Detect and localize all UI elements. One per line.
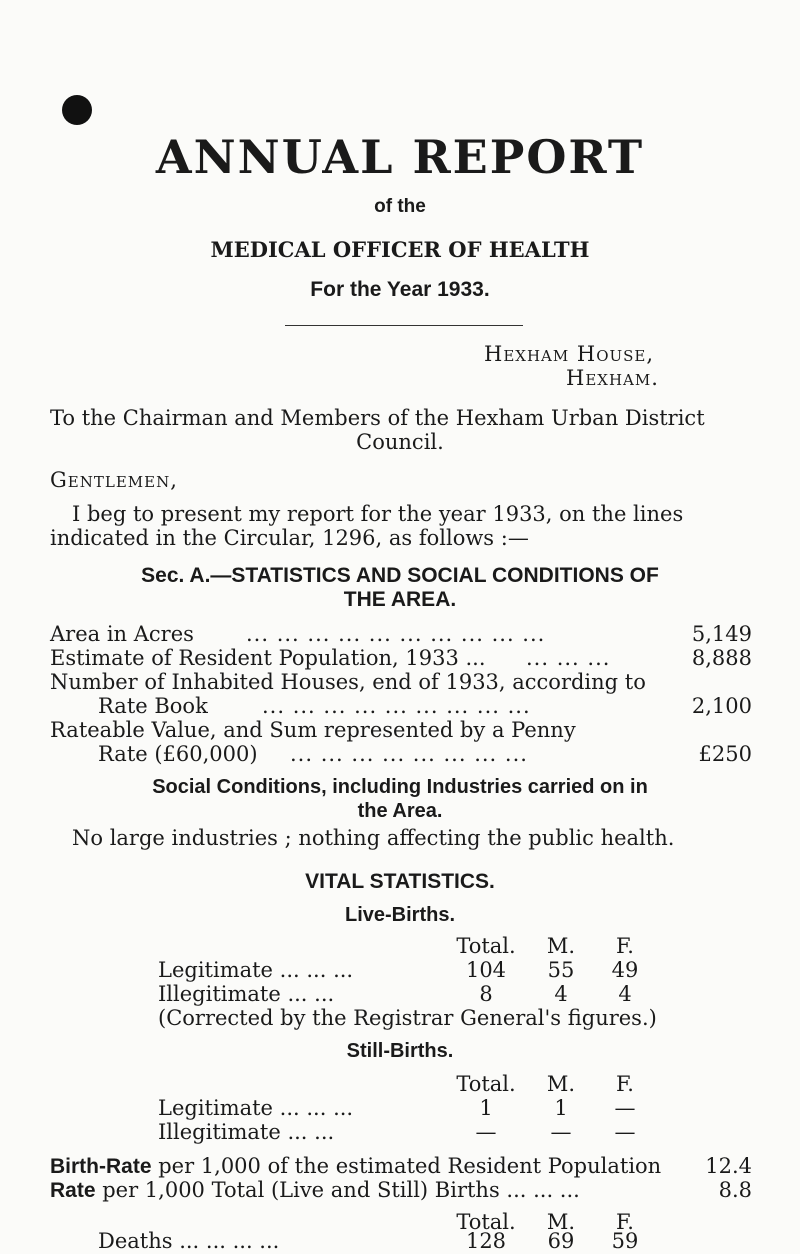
still-col-f: F. [616,1072,634,1096]
live-illegit-m: 4 [554,982,568,1006]
salutation: Gentlemen, [50,468,178,492]
live-illegit-f: 4 [618,982,632,1006]
population-dots: ... ... ... [526,646,611,670]
area-label: Area in Acres [50,622,194,646]
section-a-heading-2: THE AREA. [343,588,457,611]
live-legit-f: 49 [611,958,639,982]
deaths-total: 128 [465,1229,507,1253]
address-line-1: Hexham House, [484,342,655,366]
live-births-heading: Live-Births. [344,904,456,926]
live-illegit-label: Illegitimate ... ... [158,982,335,1006]
birth-rate-desc: per 1,000 of the estimated Resident Population [158,1154,662,1178]
section-a-heading-1: Sec. A.—STATISTICS AND SOCIAL CONDITIONS OF [141,564,659,587]
penny-rate-label: Rate (£60,000) [98,742,258,766]
still-rate-label: Rate [50,1179,96,1202]
still-rate-line [50,1178,580,1203]
live-col-total: Total. [456,934,516,958]
officer-line: MEDICAL OFFICER OF HEALTH [210,237,590,262]
birth-rate-value: 12.4 [705,1154,752,1178]
population-value: 8,888 [691,646,752,670]
intro-line-1: I beg to present my report for the year 1933, on the lines [72,502,684,526]
still-col-m: M. [546,1072,576,1096]
still-legit-f: — [614,1096,636,1120]
still-legit-label: Legitimate ... ... ... [158,1096,354,1120]
still-rate-desc: per 1,000 Total (Live and Still) Births ... ... ... [102,1178,580,1202]
deaths-col-f: F. [616,1210,634,1234]
still-illegit-f: — [614,1120,636,1144]
address-line-2: Hexham. [566,366,659,390]
deaths-col-m: M. [546,1210,576,1234]
social-heading-2: the Area. [357,800,443,822]
houses-label: Number of Inhabited Houses, end of 1933, according to [50,670,646,694]
divider [285,325,523,326]
live-legit-m: 55 [547,958,575,982]
live-legit-total: 104 [465,958,507,982]
deaths-f: 59 [611,1229,639,1253]
report-title: ANNUAL REPORT [155,130,645,184]
area-dots: ... ... ... ... ... ... ... ... ... ... [246,622,546,646]
penny-rate-value: £250 [698,742,752,766]
vital-heading: VITAL STATISTICS. [305,870,495,893]
rate-book-label: Rate Book [98,694,208,718]
still-births-heading: Still-Births. [346,1040,454,1062]
year-line: For the Year 1933. [310,278,490,301]
birth-rate-label: Birth-Rate [50,1155,152,1178]
live-col-f: F. [616,934,634,958]
social-heading-1: Social Conditions, including Industries carried on in [152,776,648,798]
still-illegit-total: — [475,1120,497,1144]
live-illegit-total: 8 [479,982,493,1006]
still-legit-m: 1 [554,1096,568,1120]
rate-book-dots: ... ... ... ... ... ... ... ... ... [262,694,531,718]
social-text: No large industries ; nothing affecting the public health. [72,826,675,850]
rateable-label: Rateable Value, and Sum represented by a Penny [50,718,576,742]
still-illegit-label: Illegitimate ... ... [158,1120,335,1144]
area-value: 5,149 [691,622,752,646]
population-label: Estimate of Resident Population, 1933 ... [50,646,486,670]
registrar-note: (Corrected by the Registrar General's figures.) [158,1006,657,1030]
live-legit-label: Legitimate ... ... ... [158,958,354,982]
of-the-line: of the [374,196,426,217]
penny-rate-dots: ... ... ... ... ... ... ... ... [290,742,528,766]
live-col-m: M. [546,934,576,958]
addressee-line-1: To the Chairman and Members of the Hexham Urban District [50,406,705,430]
still-rate-value: 8.8 [718,1178,752,1202]
intro-line-2: indicated in the Circular, 1296, as follows :— [50,526,529,550]
deaths-m: 69 [547,1229,575,1253]
bullet-mark [62,95,92,125]
deaths-col-total: Total. [456,1210,516,1234]
birth-rate-line [50,1154,661,1179]
still-illegit-m: — [550,1120,572,1144]
houses-value: 2,100 [691,694,752,718]
still-col-total: Total. [456,1072,516,1096]
still-legit-total: 1 [479,1096,493,1120]
deaths-label: Deaths ... ... ... ... [98,1229,280,1253]
addressee-line-2: Council. [356,430,444,454]
